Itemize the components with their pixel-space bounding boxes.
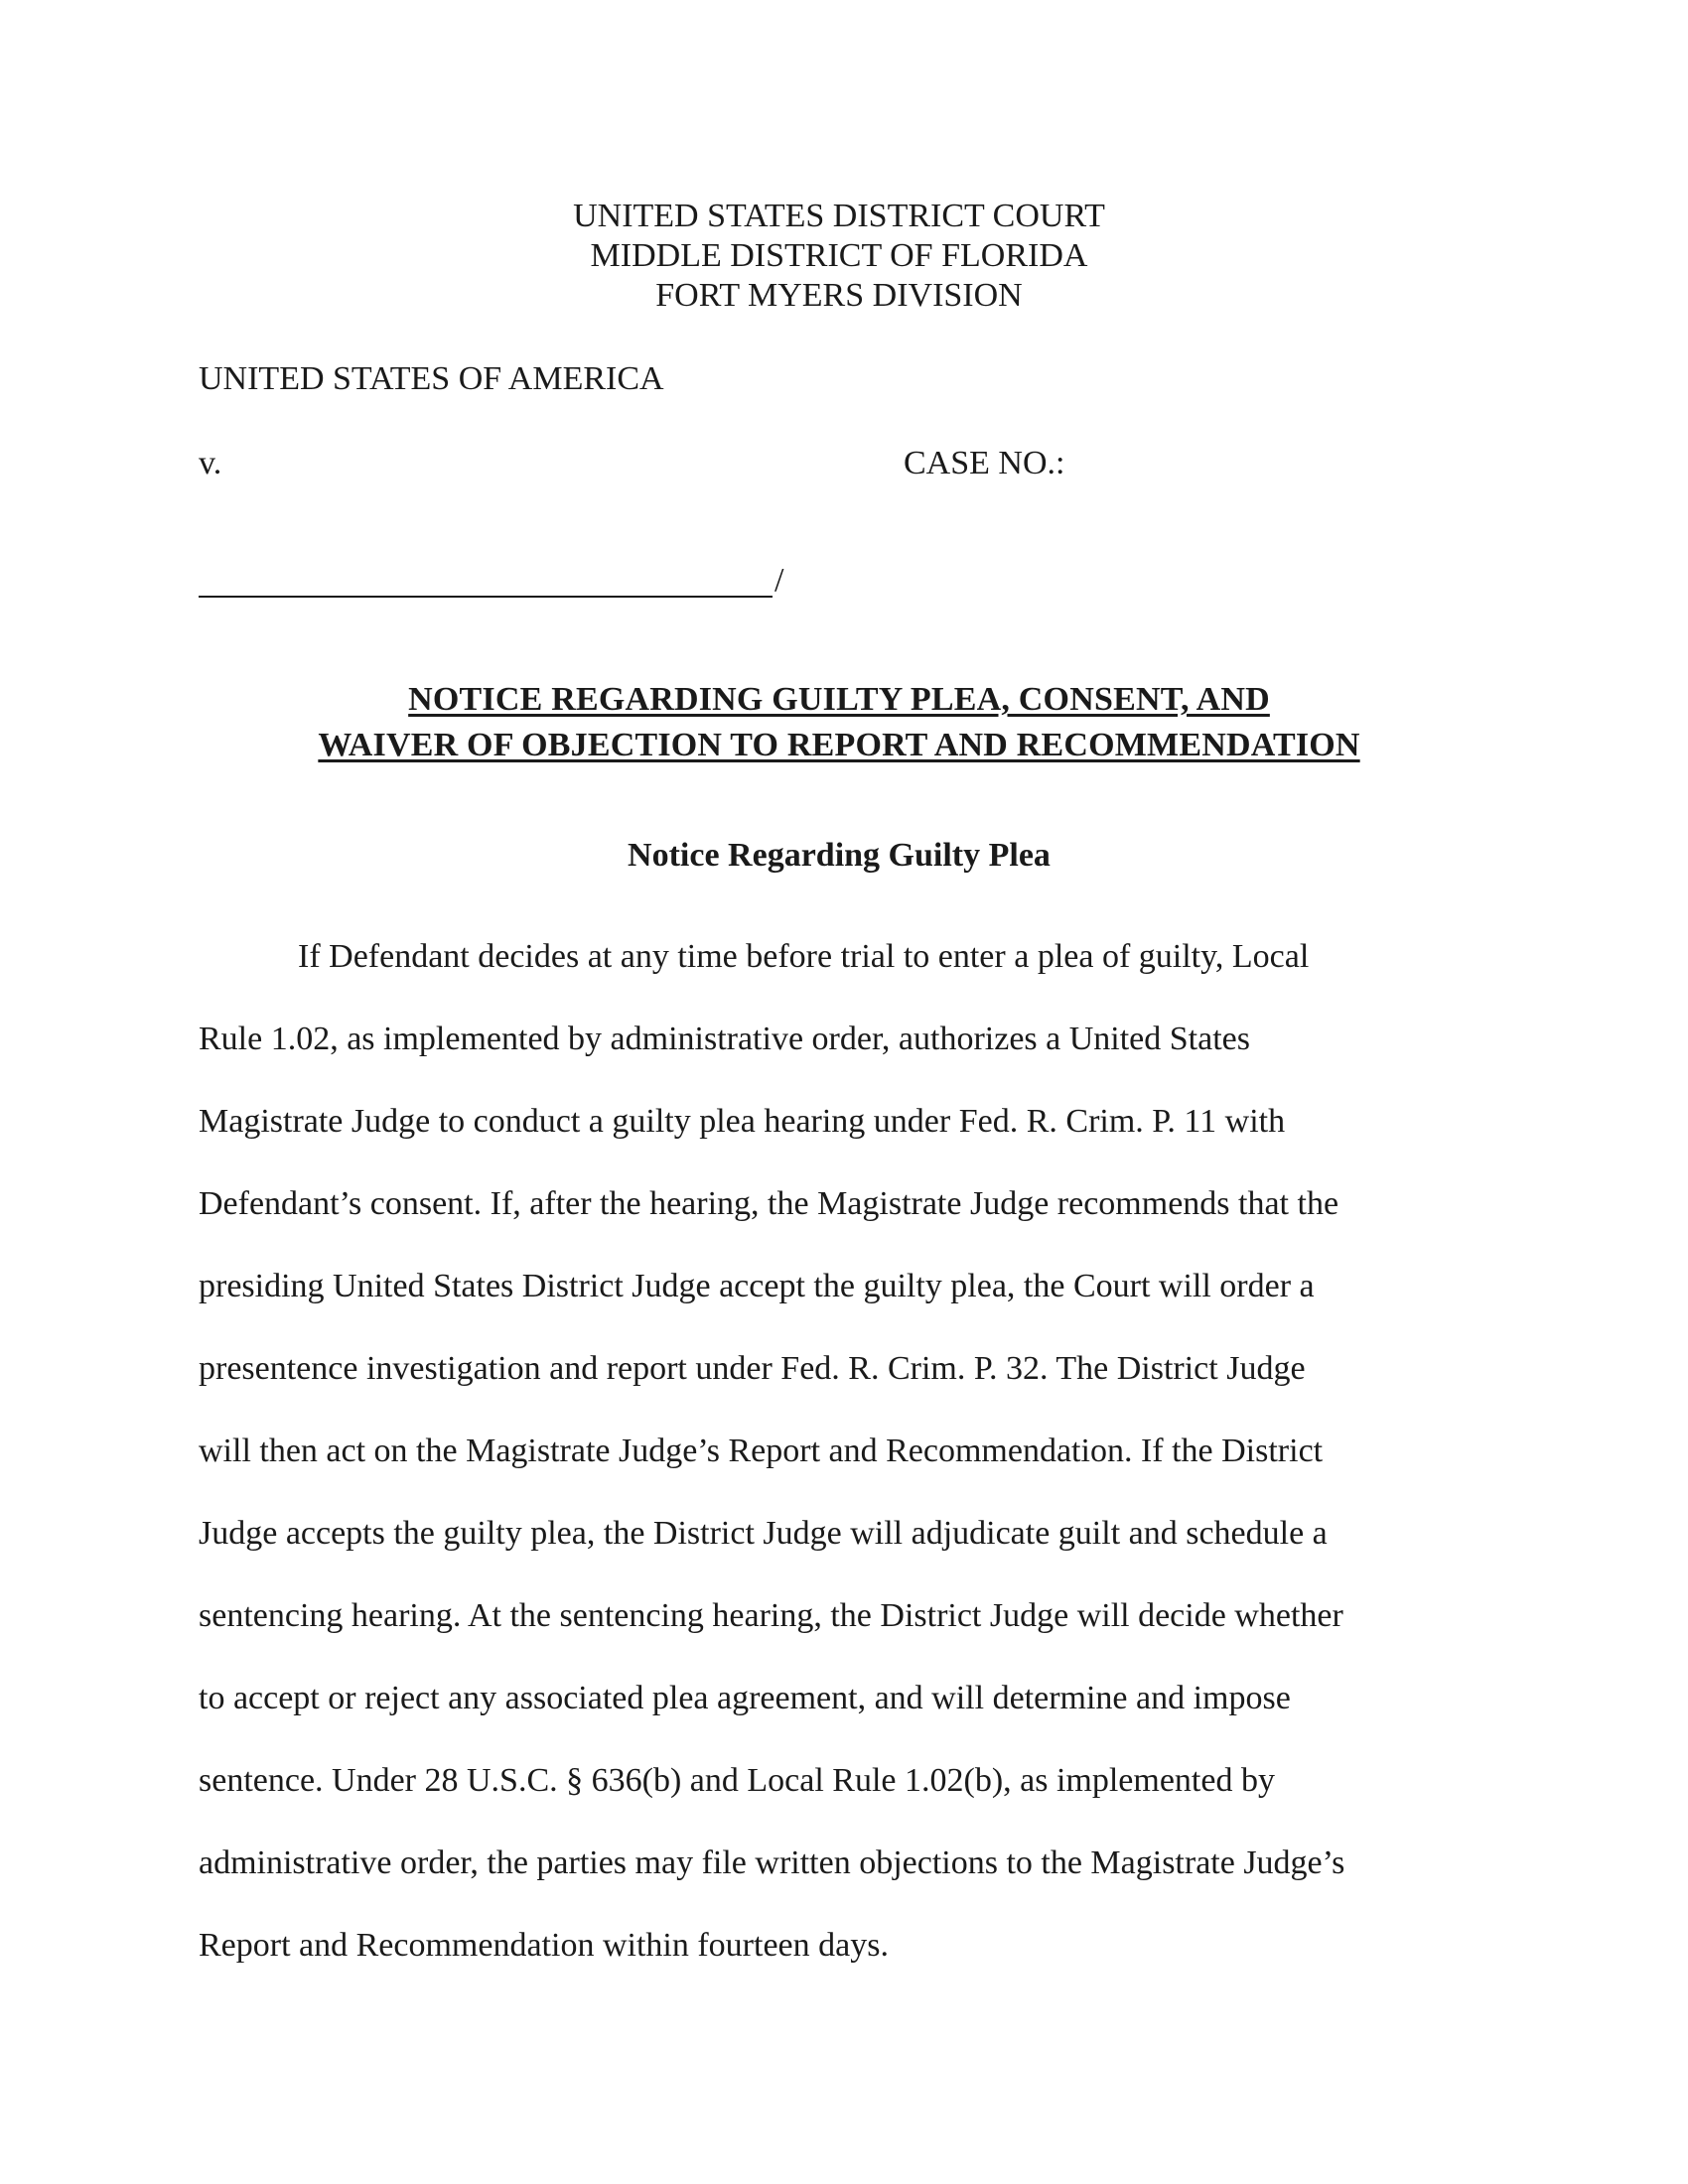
plaintiff-name: UNITED STATES OF AMERICA	[199, 360, 664, 397]
body-line: Rule 1.02, as implemented by administrative order, authorizes a United States	[199, 1021, 1250, 1057]
body-line: Report and Recommendation within fourteen days.	[199, 1927, 889, 1964]
body-line: will then act on the Magistrate Judge’s Report and Recommendation. If the District	[199, 1433, 1324, 1469]
body-line: presiding United States District Judge accept the guilty plea, the Court will order a	[199, 1268, 1315, 1304]
document-title-line-1: NOTICE REGARDING GUILTY PLEA, CONSENT, AND	[408, 681, 1270, 718]
court-district: MIDDLE DISTRICT OF FLORIDA	[590, 237, 1088, 274]
document-title-line-2: WAIVER OF OBJECTION TO REPORT AND RECOMMENDATION	[318, 727, 1360, 763]
body-line: sentence. Under 28 U.S.C. § 636(b) and Local Rule 1.02(b), as implemented by	[199, 1762, 1275, 1799]
body-line: to accept or reject any associated plea agreement, and will determine and impose	[199, 1680, 1291, 1716]
body-line: Magistrate Judge to conduct a guilty plea hearing under Fed. R. Crim. P. 11 with	[199, 1103, 1286, 1140]
section-heading: Notice Regarding Guilty Plea	[628, 837, 1051, 874]
court-division: FORT MYERS DIVISION	[655, 277, 1023, 314]
body-line: Judge accepts the guilty plea, the District Judge will adjudicate guilt and schedule a	[199, 1515, 1328, 1552]
case-number-label: CASE NO.:	[904, 445, 1065, 481]
caption-slash: /	[774, 562, 784, 599]
versus-label: v.	[199, 445, 222, 481]
body-line: sentencing hearing. At the sentencing hearing, the District Judge will decide whether	[199, 1597, 1343, 1634]
body-line: If Defendant decides at any time before trial to enter a plea of guilty, Local	[298, 938, 1310, 975]
defendant-name-blank-line	[199, 596, 773, 598]
body-line: administrative order, the parties may file written objections to the Magistrate Judge’s	[199, 1844, 1345, 1881]
document-title	[0, 677, 1678, 768]
body-line: Defendant’s consent. If, after the hearing, the Magistrate Judge recommends that the	[199, 1185, 1339, 1222]
body-line: presentence investigation and report under Fed. R. Crim. P. 32. The District Judge	[199, 1350, 1306, 1387]
court-header	[0, 197, 1678, 316]
court-name: UNITED STATES DISTRICT COURT	[573, 198, 1105, 234]
body-paragraph	[199, 915, 1479, 1986]
